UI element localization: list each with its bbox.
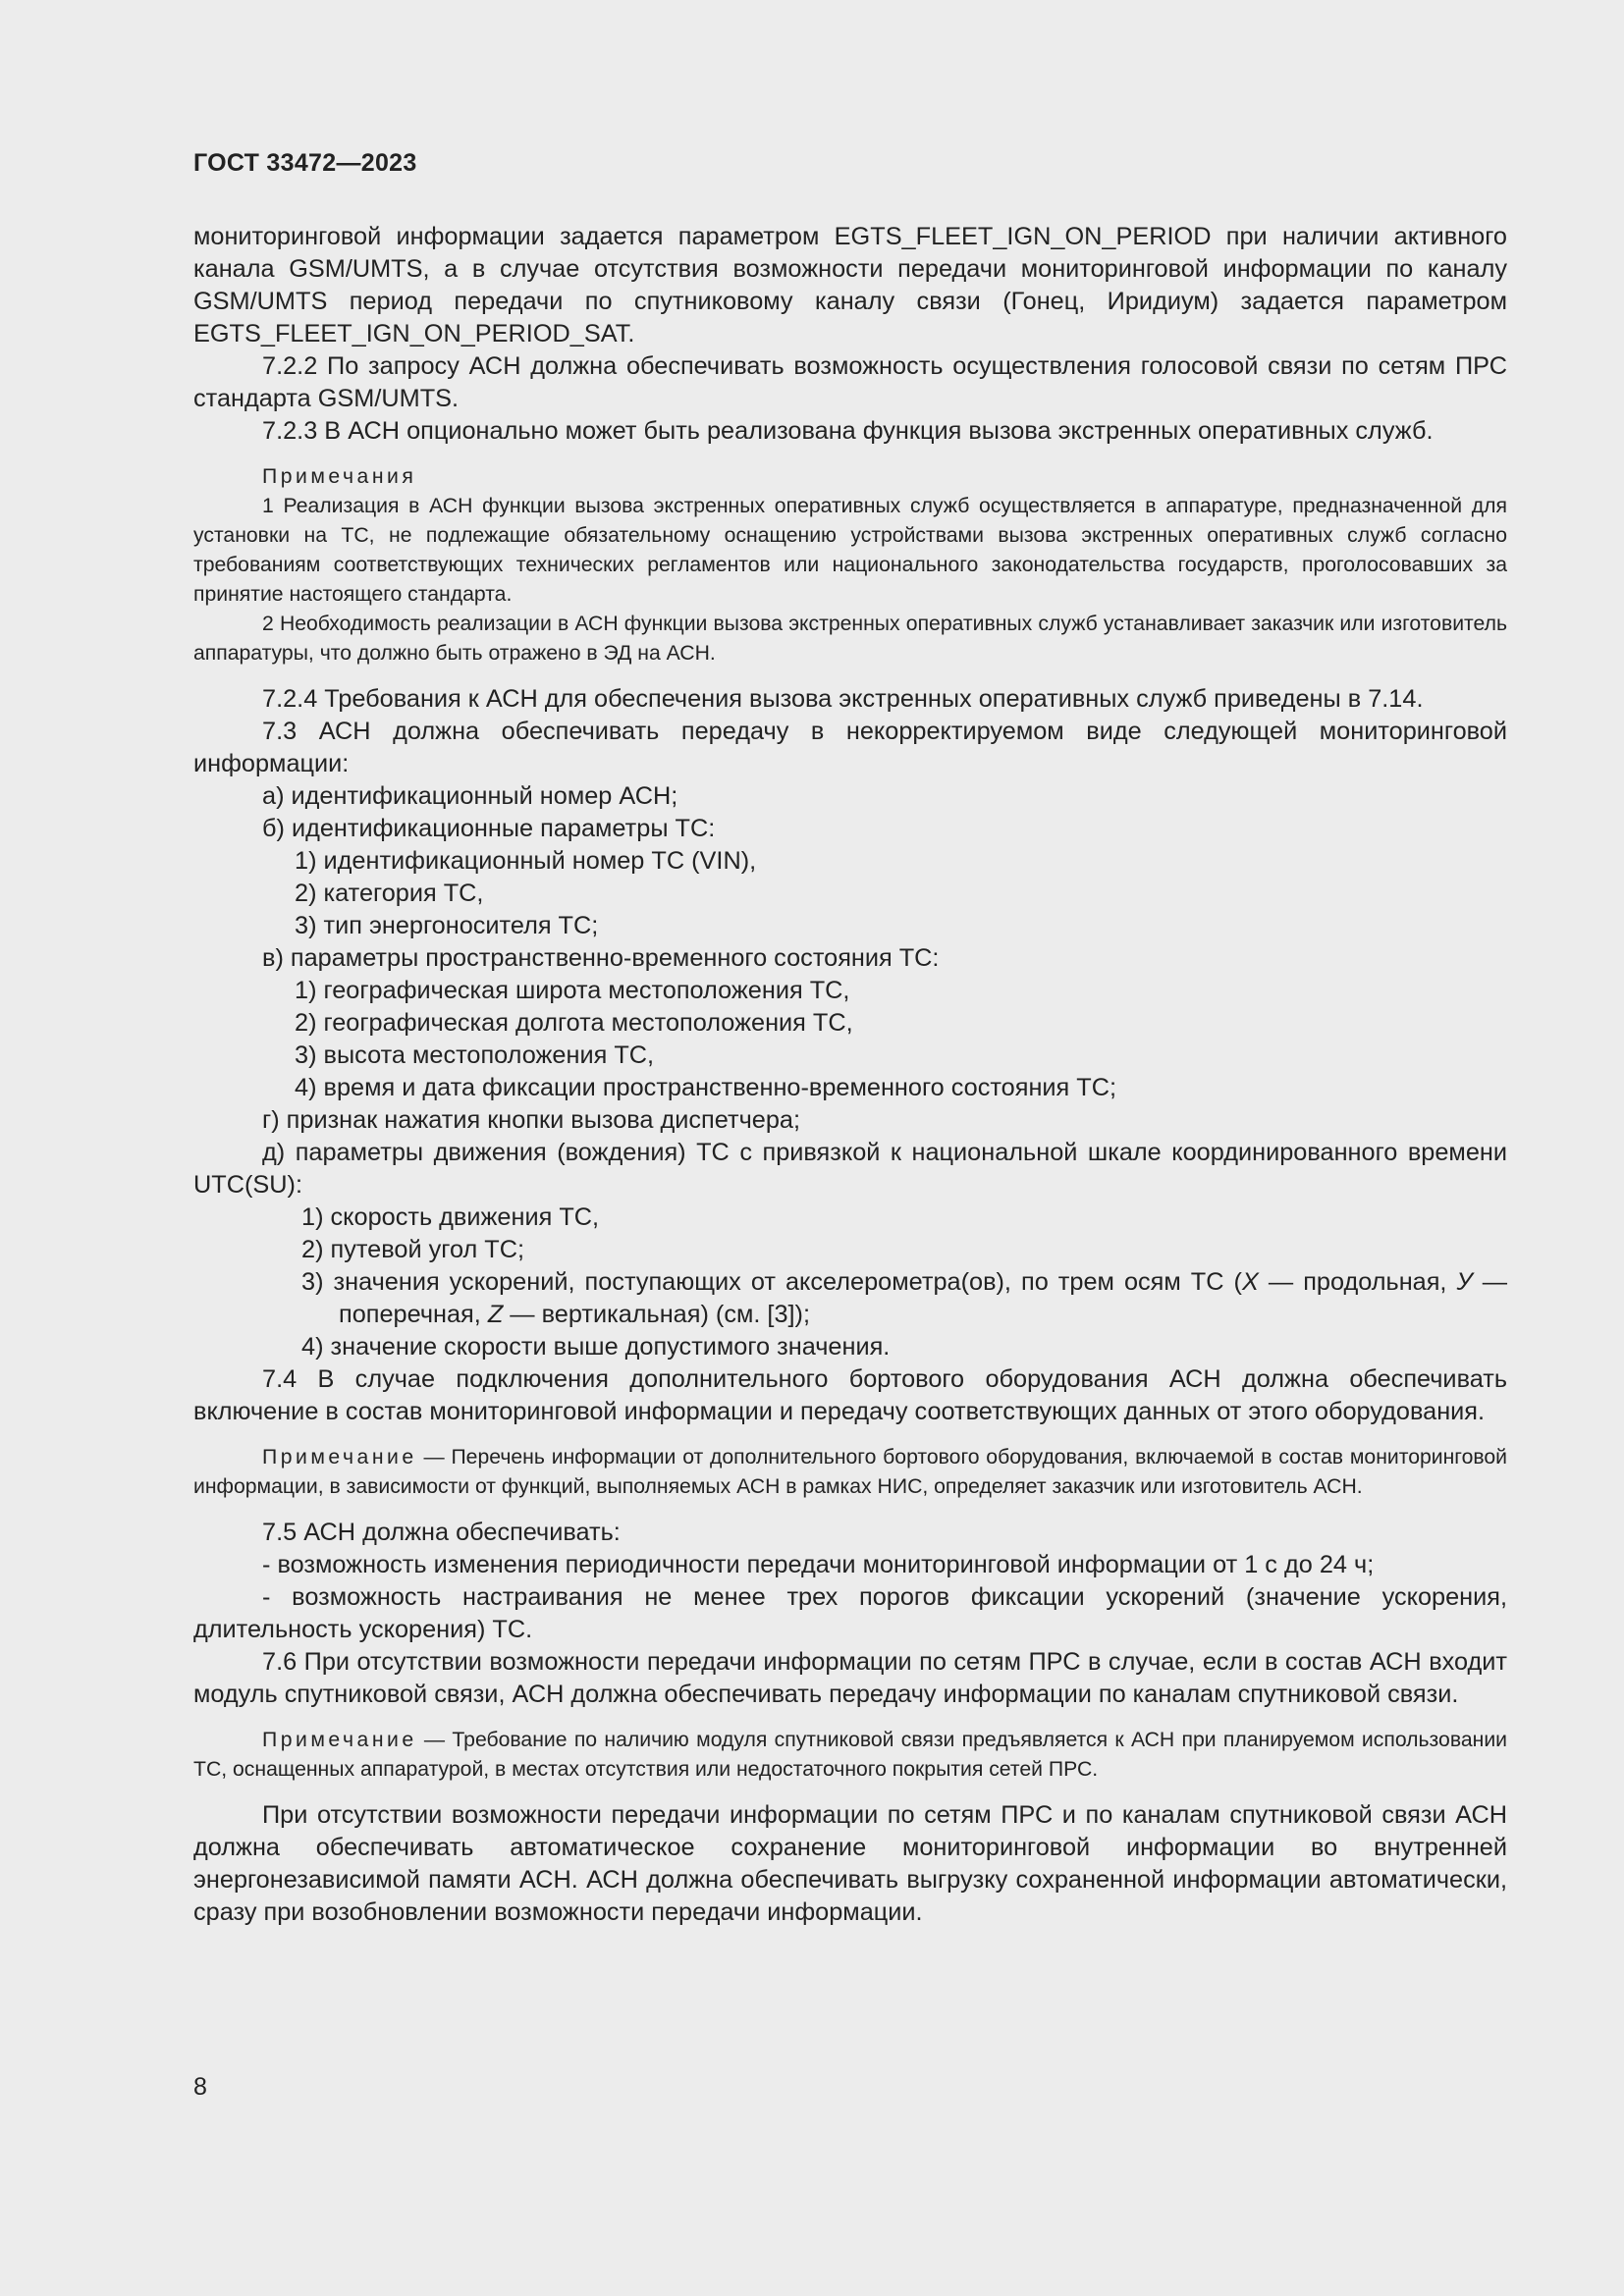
note-text: — Перечень информации от дополнительного бортового оборудования, включаемой в состав мониторинговой информации, в зависимости от функций, выполняемых АСН в рамках НИС, определяет заказчик или изготовитель АСН. [193,1446,1507,1498]
paragraph-7-5: 7.5 АСН должна обеспечивать: [262,1519,621,1546]
axis-x: X [1241,1268,1259,1296]
paragraph-7-4: 7.4 В случае подключения дополнительного бортового оборудования АСН должна обеспечивать включение в состав мониторинговой информации и передачу соответствующих данных от этого оборудования. [193,1365,1507,1425]
note-7-6 [193,1726,1507,1785]
note-label: Примечание [262,1729,417,1751]
list-item-v-1: 1) географическая широта местоположения ТС, [295,977,850,1004]
list-item-d-3-part-b: — продольная, [1258,1268,1457,1296]
list-item-g: г) признак нажатия кнопки вызова диспетчера; [262,1106,800,1134]
paragraph-7-2-2: 7.2.2 По запросу АСН должна обеспечивать возможность осуществления голосовой связи по сетям ПРС стандарта GSM/UMTS. [193,352,1507,412]
notes-title: Примечания [262,465,417,488]
list-item-v-2: 2) географическая долгота местоположения ТС, [295,1009,853,1037]
list-item-v-3: 3) высота местоположения ТС, [295,1041,655,1069]
note-label: Примечание [262,1446,417,1468]
list-item-d-3 [193,1266,1507,1331]
paragraph-7-5-a: - возможность изменения периодичности передачи мониторинговой информации от 1 с до 24 ч; [262,1551,1375,1578]
list-item-d-1: 1) скорость движения ТС, [301,1203,600,1231]
note-7-4 [193,1443,1507,1502]
list-item-b: б) идентификационные параметры ТС: [262,815,716,842]
list-item-b-2: 2) категория ТС, [295,880,484,907]
paragraph-continuation: мониторинговой информации задается параметром EGTS_FLEET_IGN_ON_PERIOD при наличии активного канала GSM/UMTS, а в случае отсутствия возможности передачи мониторинговой информации по каналу GSM/UMTS период передачи по спутниковому каналу связи (Гонец, Иридиум) задается параметром EGTS_FLEET_IGN_ON_PERIOD_SAT. [193,223,1507,347]
page-number: 8 [193,2073,207,2101]
list-item-v-4: 4) время и дата фиксации пространственно-временного состояния ТС; [295,1074,1117,1101]
note-2: 2 Необходимость реализации в АСН функции вызова экстренных оперативных служб устанавливает заказчик или изготовитель аппаратуры, что должно быть отражено в ЭД на АСН. [193,613,1507,665]
list-item-a: а) идентификационный номер АСН; [262,782,678,810]
list-item-d-2: 2) путевой угол ТС; [301,1236,524,1263]
paragraph-7-6: 7.6 При отсутствии возможности передачи информации по сетям ПРС в случае, если в состав АСН входит модуль спутниковой связи, АСН должна обеспечивать передачу информации по каналам спутниковой связи. [193,1648,1507,1708]
paragraph-7-2-4: 7.2.4 Требования к АСН для обеспечения вызова экстренных оперативных служб приведены в 7.14. [262,685,1424,713]
note-text: — Требование по наличию модуля спутниковой связи предъявляется к АСН при планируемом использовании ТС, оснащенных аппаратурой, в местах отсутствия или недостаточного покрытия сетей ПРС. [193,1729,1507,1781]
paragraph-7-5-b: - возможность настраивания не менее трех порогов фиксации ускорений (значение ускорения, длительность ускорения) ТС. [193,1583,1507,1643]
list-item-d-3-part-d: — вертикальная) (см. [3]); [503,1301,810,1328]
paragraph-7-2-3: 7.2.3 В АСН опционально может быть реализована функция вызова экстренных оперативных служб. [262,417,1434,445]
document-body [193,221,1507,1929]
list-item-v: в) параметры пространственно-временного состояния ТС: [262,944,940,972]
axis-y: У [1456,1268,1473,1296]
list-item-d: д) параметры движения (вождения) ТС с привязкой к национальной шкале координированного времени UTC(SU): [193,1139,1507,1199]
list-item-d-4: 4) значение скорости выше допустимого значения. [301,1333,891,1361]
list-item-b-3: 3) тип энергоносителя ТС; [295,912,599,939]
note-1: 1 Реализация в АСН функции вызова экстренных оперативных служб осуществляется в аппаратуре, предназначенной для установки на ТС, не подлежащие обязательному оснащению устройствами вызова экстренных оперативных служб согласно требованиям соответствующих технических регламентов или национального законодательства государств, проголосовавших за принятие настоящего стандарта. [193,495,1507,606]
paragraph-final: При отсутствии возможности передачи информации по сетям ПРС и по каналам спутниковой связи АСН должна обеспечивать автоматическое сохранение мониторинговой информации во внутренней энергонезависимой памяти АСН. АСН должна обеспечивать выгрузку сохраненной информации автоматически, сразу при возобновлении возможности передачи информации. [193,1801,1507,1926]
list-item-d-3-part-a: 3) значения ускорений, поступающих от акселерометра(ов), по трем осям ТС ( [301,1268,1242,1296]
paragraph-7-3: 7.3 АСН должна обеспечивать передачу в некорректируемом виде следующей мониторинговой информации: [193,718,1507,777]
list-item-d-3-part-c: — поперечная, [339,1268,1507,1328]
axis-z: Z [487,1301,504,1328]
document-header: ГОСТ 33472—2023 [193,149,417,177]
list-item-b-1: 1) идентификационный номер ТС (VIN), [295,847,757,875]
